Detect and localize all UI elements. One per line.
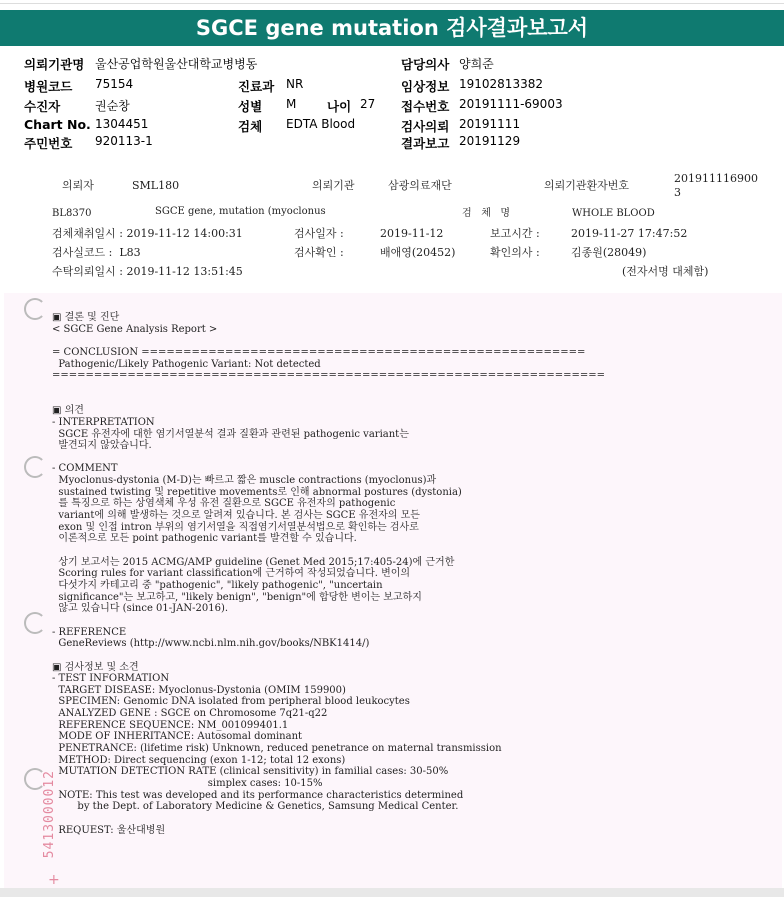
report-body-line: exon 및 인접 intron 부위의 염기서열을 직접염기서열분석법으로 확인하는 검사로	[52, 521, 419, 533]
report-date-label: 결과보고	[401, 136, 450, 151]
patient-label: 수진자	[24, 99, 61, 114]
lab-code: 검사실코드 : L83	[52, 246, 141, 259]
resident-no-label: 주민번호	[24, 136, 73, 151]
report-body-line: ==================================================================	[52, 370, 606, 382]
receipt-no-label: 접수번호	[401, 99, 450, 114]
report-body-line: = CONCLUSION =====================================================	[52, 346, 586, 358]
sex-label: 성별	[238, 99, 263, 114]
specimen-name-value: WHOLE BLOOD	[572, 208, 655, 219]
report-body-line: ▣ 의견	[52, 405, 84, 417]
client-value: SML180	[132, 179, 180, 192]
report-body-line: MUTATION DETECTION RATE (clinical sensitivity) in familial cases: 30-50%	[52, 766, 449, 778]
scan-hole-mark	[24, 456, 46, 478]
report-body-line: ▣ 검사정보 및 소견	[52, 661, 139, 673]
report-body-line: sustained twisting 및 repetitive movements로 인해 abnormal postures (dystonia)	[52, 486, 462, 498]
department-value: NR	[286, 77, 304, 91]
verifier-label: 검사확인 :	[294, 246, 344, 259]
report-date-value: 20191129	[459, 134, 521, 148]
hospital-value: 울산공업학원울산대학교병병동	[95, 57, 258, 71]
patient-id-label: 의뢰기관환자번호	[544, 179, 630, 192]
report-time-value: 2019-11-27 17:47:52	[571, 227, 688, 240]
report-body-line: - COMMENT	[52, 463, 118, 475]
report-body-line: simplex cases: 10-15%	[52, 778, 323, 789]
report-body-line: < SGCE Gene Analysis Report >	[52, 323, 218, 335]
specimen-name-label: 검 체 명	[462, 208, 511, 219]
hospital-code-value: 75154	[95, 77, 134, 91]
report-body-line: - REFERENCE	[52, 626, 127, 638]
org-value: 삼광의료재단	[388, 179, 452, 192]
patient-id-value: 201911116900	[674, 172, 758, 185]
report-body-line: NOTE: This test was developed and its performance characteristics determined	[52, 789, 464, 801]
hospital-code-label: 병원코드	[24, 79, 73, 94]
department-label: 진료과	[238, 79, 275, 94]
clinical-info-value: 19102813382	[459, 77, 543, 91]
report-body-line: significance"는 보고하고, "likely benign", "benign"에 합당한 변이는 보고하지	[52, 591, 422, 603]
physician-label: 확인의사 :	[490, 246, 540, 259]
doctor-value: 양희준	[459, 57, 494, 71]
age-label: 나이	[327, 99, 352, 114]
physician-value: 김종원(28049)	[571, 246, 647, 259]
test-name: SGCE gene, mutation (myoclonus	[155, 206, 326, 217]
report-body-line: Pathogenic/Likely Pathogenic Variant: Not detected	[52, 358, 321, 370]
test-date-value: 2019-11-12	[380, 227, 444, 240]
report-body-line: - TEST INFORMATION	[52, 673, 170, 685]
top-border	[0, 0, 784, 4]
specimen-value: EDTA Blood	[286, 117, 356, 131]
report-body-line: 이론적으로 모든 point pathogenic variant를 발견할 수 있습니다.	[52, 533, 357, 545]
report-body-line: SPECIMEN: Genomic DNA isolated from peripheral blood leukocytes	[52, 696, 410, 708]
chart-no-label: Chart No.	[24, 117, 91, 132]
report-body-line: - INTERPRETATION	[52, 416, 155, 428]
receipt-no-value: 20191111-69003	[459, 97, 563, 111]
report-body-line: 상기 보고서는 2015 ACMG/AMP guideline (Genet Med 2015;17:405-24)에 근거한	[52, 556, 455, 568]
report-body-line: 발견되지 않았습니다.	[52, 440, 152, 452]
request-date-value: 20191111	[459, 117, 521, 131]
report-body-line: GeneReviews (http://www.ncbi.nlm.nih.gov/books/NBK1414/)	[52, 638, 370, 650]
report-body-line: ANALYZED GENE : SGCE on Chromosome 7q21-q22	[52, 708, 328, 720]
test-date-label: 검사일자 :	[294, 227, 344, 240]
report-body-line: TARGET DISEASE: Myoclonus-Dystonia (OMIM 159900)	[52, 684, 346, 696]
org-label: 의뢰기관	[312, 179, 355, 192]
doctor-label: 담당의사	[401, 57, 450, 72]
age-value: 27	[360, 97, 376, 111]
report-body-line: 다섯가지 카테고리 중 "pathogenic", "likely pathogenic", "uncertain	[52, 579, 383, 591]
report-body-line: ▣ 결론 및 진단	[52, 312, 120, 323]
report-body-line: 를 특징으로 하는 상염색체 우성 유전 질환으로 SGCE 유전자의 pathogenic	[52, 498, 396, 510]
report-body-line: MODE OF INHERITANCE: Autosomal dominant	[52, 731, 303, 743]
patient-value: 권순창	[95, 99, 130, 113]
side-plus-mark: +	[48, 872, 60, 888]
test-code: BL8370	[52, 208, 92, 219]
chart-no-value: 1304451	[95, 117, 149, 131]
report-body-line: Scoring rules for variant classification에 근거하여 작성되었습니다. 변이의	[52, 568, 411, 580]
report-body-line: REFERENCE SEQUENCE: NM_001099401.1	[52, 719, 289, 731]
scan-hole-mark	[24, 298, 46, 320]
verifier-value: 배애영(20452)	[380, 246, 456, 259]
report-body-line: REQUEST: 울산대병원	[52, 824, 166, 836]
report-body-line: METHOD: Direct sequencing (exon 1-12; total 12 exons)	[52, 754, 346, 766]
report-title: SGCE gene mutation 검사결과보고서	[0, 10, 784, 46]
report-body-line: 않고 있습니다 (since 01-JAN-2016).	[52, 603, 229, 615]
request-date-label: 검사의뢰	[401, 119, 450, 134]
client-label: 의뢰자	[62, 179, 94, 192]
received-time: 수탁의뢰일시 : 2019-11-12 13:51:45	[52, 265, 243, 278]
sex-value: M	[286, 97, 297, 111]
side-barcode-number: 5413000012	[42, 770, 57, 859]
report-body-line: variant에 의해 발생하는 것으로 알려져 있습니다. 본 검사는 SGCE 유전자의 모든	[52, 510, 420, 522]
hospital-label: 의뢰기관명	[24, 57, 85, 72]
report-body-line: PENETRANCE: (lifetime risk) Unknown, reduced penetrance on maternal transmission	[52, 743, 502, 755]
report-time-label: 보고시간 :	[490, 227, 540, 240]
bottom-scroll-region	[0, 888, 784, 897]
collection-time: 검체채취일시 : 2019-11-12 14:00:31	[52, 227, 243, 240]
e-signature-note: (전자서명 대체함)	[622, 265, 709, 278]
report-body-line: SGCE 유전자에 대한 염기서열분석 결과 질환과 관련된 pathogenic variant는	[52, 428, 409, 440]
scan-hole-mark	[24, 612, 46, 634]
report-body-line: by the Dept. of Laboratory Medicine & Genetics, Samsung Medical Center.	[52, 801, 459, 813]
report-body-line: Myoclonus-dystonia (M-D)는 빠르고 짧은 muscle contractions (myoclonus)과	[52, 475, 437, 487]
specimen-label: 검체	[238, 119, 263, 134]
patient-id-value-cont: 3	[674, 186, 681, 199]
clinical-info-label: 임상정보	[401, 79, 450, 94]
resident-no-value: 920113-1	[95, 134, 153, 148]
